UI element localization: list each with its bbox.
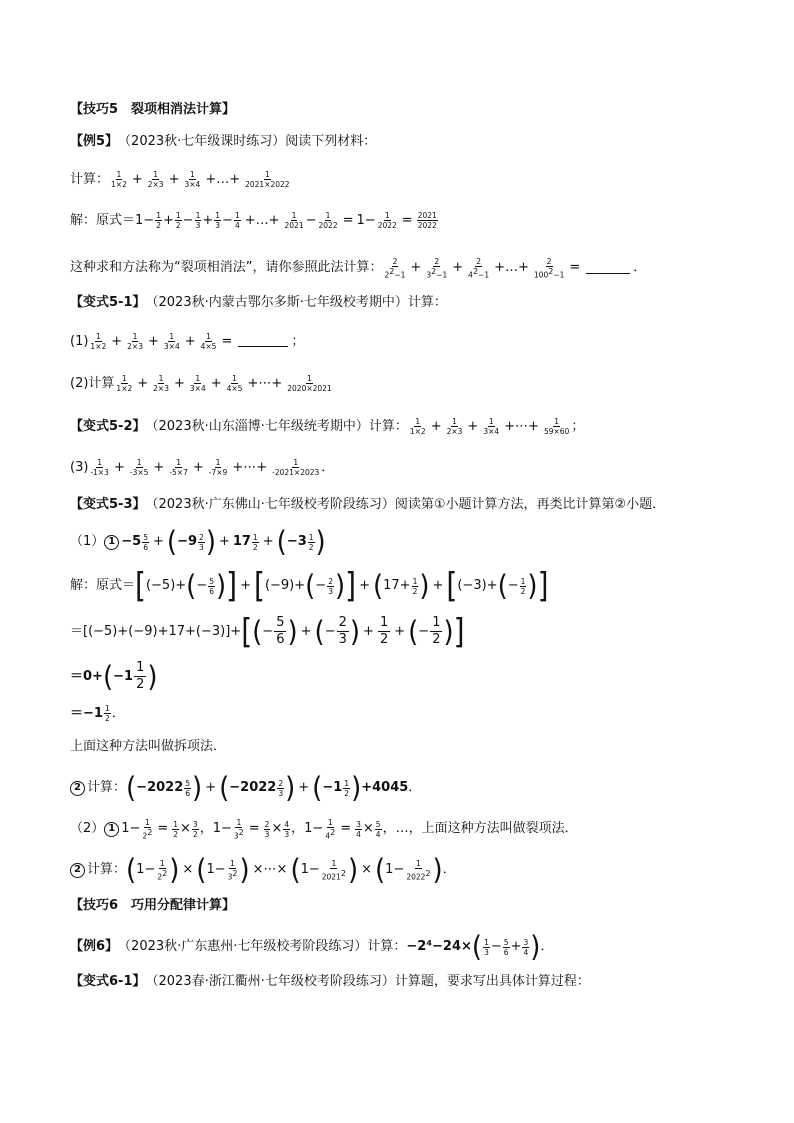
example-6-source: （2023秋·广东惠州·七年级校考阶段练习）计算： xyxy=(118,939,407,954)
calc2-prefix: 计算： xyxy=(87,780,127,795)
example-6-label: 【例6】 xyxy=(70,939,119,954)
variant-5-3-label: 【变式5-3】 xyxy=(70,497,146,512)
example-5-task: 这种求和方法称为“裂项相消法”，请你参照此法计算： $\frac{2}{2^2-1}$ + $\frac{2}{3^2-1}$ + $\frac{2}{4^2-1}$ +…+ $\frac{2}{100^2-1}$ = ． xyxy=(70,257,647,280)
answer-blank[interactable] xyxy=(586,263,630,274)
variant-5-1-q2: (2)计算 $\frac{1}{1\times 2}$ + $\frac{1}{2\times 3}$ + $\frac{1}{3\times 4}$ + $\frac{1}{4\times 5}$ +⋯+ $\frac{1}{2020\times 2021}$ xyxy=(70,374,332,393)
example-5-header xyxy=(70,134,376,150)
variant-5-3-sol-line3: ＝0+ ( −1 1 2 ) xyxy=(70,660,158,693)
section-heading-5: 【技巧5 裂项相消法计算】 xyxy=(70,102,236,117)
example-5-calc: 计算： $\frac{1}{1\times 2}$ + $\frac{1}{2\times 3}$ + $\frac{1}{3\times 4}$ +…+ $\frac{1}{2021\times 2022}$ xyxy=(70,170,290,189)
variant-6-1-label: 【变式6-1】 xyxy=(70,974,146,989)
variant-5-3-sol-line2: ＝[(−5)+(−9)+17+(−3)]+ [ ( − $\frac{5}{6}$ ) + ( − $\frac{2}{3}$ ) + $\frac{1}{2}$ + ( − $\frac{1}{2}$ ) ] xyxy=(70,611,465,651)
variant-5-3-header xyxy=(70,497,665,513)
example-5-solution-prefix: 解：原式＝ xyxy=(70,212,136,228)
q2-last-denom: 2020×2021 xyxy=(287,384,332,393)
variant-6-1-source: （2023春·浙江衢州·七年级校考阶段练习）计算题，要求写出具体计算过程： xyxy=(145,974,590,989)
variant-5-3-part2: （2） 1 1− $\frac{1}{2^2}$ = $\frac{1}{2}$ × $\frac{3}{2}$ ， 1− $\frac{1}{3^2}$ = $\frac{2}{3}$ × $\frac{4}{3}$ ， 1− $\frac{1}{4^2}$ = $\frac{3}{4}$ × $\frac{5}{4}$ ，…，上面这种方法叫做裂项法． xyxy=(70,818,578,841)
variant-5-3-part1: （1） 1 −5 $\frac{5}{6}$ + ( −9 $\frac{2}{3}$ ) + 17 $\frac{1}{2}$ + ( −3 $\frac{1}{2}$ ) xyxy=(70,525,326,559)
variant-5-1-q1: (1) $\frac{1}{1\times 2}$ + $\frac{1}{2\times 3}$ + $\frac{1}{3\times 4}$ + $\frac{1}{4\times 5}$ = ； xyxy=(70,332,305,351)
variant-5-3-calc3: 2 计算： ( 1− $\frac{1}{2^2}$ ) × ( 1− $\frac{1}{3^2}$ ) ×⋯× ( 1− $\frac{1}{2021^2}$ ) × ( 1− $\frac{1}{2022^2}$ ) ． xyxy=(70,858,456,882)
example-6-expr-lead: −2⁴−24× xyxy=(406,939,472,954)
calc3-prefix: 计算： xyxy=(87,862,127,877)
q2-prefix: (2)计算 xyxy=(70,375,115,391)
circled-2-icon: 2 xyxy=(70,781,85,796)
example-5-last-denom: 2021×2022 xyxy=(245,180,290,189)
variant-5-2-header: 【变式5-2】 （2023秋·山东淄博·七年级统考期中）计算： $\frac{1}{1\times 2}$ + $\frac{1}{2\times 3}$ + $\frac{1}{3\times 4}$ +⋯+ $\frac{1}{59\times 60}$ ； xyxy=(70,417,585,436)
circled-1b-icon: 1 xyxy=(104,822,119,837)
q1-prefix: (1) xyxy=(70,333,89,349)
variant-5-1-header xyxy=(70,295,447,311)
example-5-task-text: 这种求和方法称为“裂项相消法”，请你参照此法计算： xyxy=(70,260,383,276)
variant-5-2-source: （2023秋·山东淄博·七年级统考期中）计算： xyxy=(145,418,408,434)
variant-5-2-last-denom: 59×60 xyxy=(543,427,570,436)
example-6: 【例6】 （2023秋·广东惠州·七年级校考阶段练习）计算： −2⁴−24× ( $\frac{1}{3}$ − $\frac{5}{6}$ + $\frac{3}{4}$ ) ． xyxy=(70,930,554,964)
part2-suffix: ，…，上面这种方法叫做裂项法． xyxy=(382,821,578,837)
variant-5-3-sol-line4: ＝−1 $\frac{1}{2}$ ． xyxy=(70,704,125,723)
sol-prefix: 解：原式＝ xyxy=(70,578,136,593)
variant-5-2-label: 【变式5-2】 xyxy=(70,418,146,434)
example-5-label: 【例5】 xyxy=(70,134,119,149)
circled-2b-icon: 2 xyxy=(70,863,85,878)
variant-5-3-source: （2023秋·广东佛山·七年级校考阶段练习）阅读第①小题计算方法，再类比计算第②小题． xyxy=(145,497,666,512)
section-heading-6: 【技巧6 巧用分配律计算】 xyxy=(70,898,236,913)
variant-5-3-calc2: 2 计算： ( −2022 $\frac{5}{6}$ ) + ( −2022 $\frac{2}{3}$ ) + ( −1 $\frac{1}{2}$ ) +4045 ． xyxy=(70,776,421,800)
variant-5-2-q3: (3) $\frac{1}{-1\times 3}$ + $\frac{1}{-3\times 5}$ + $\frac{1}{-5\times 7}$ + $\frac{1}{-7\times 9}$ +⋯+ $\frac{1}{-2021\times 2023}$ ． xyxy=(70,458,335,477)
solution-result-denominator: 2022 xyxy=(417,221,437,230)
part2-prefix: （2） xyxy=(70,821,105,837)
variant-6-1-header xyxy=(70,974,590,990)
example-5-calc-prefix: 计算： xyxy=(70,171,110,187)
example-5-solution: 解：原式＝ 1− $\frac{1}{2}$ + $\frac{1}{2}$ − $\frac{1}{3}$ + $\frac{1}{3}$ − $\frac{1}{4}$ +…+ $\frac{1}{2021}$ − $\frac{1}{2022}$ = 1− $\frac{1}{2022}$ = $\frac{2021}{2022}$ xyxy=(70,211,437,230)
part1-prefix: （1） xyxy=(70,534,105,549)
solution-result-numerator: 2021 xyxy=(417,211,437,220)
variant-5-1-source: （2023秋·内蒙古鄂尔多斯·七年级校考期中）计算： xyxy=(145,295,447,310)
example-5-source: （2023秋·七年级课时练习）阅读下列材料： xyxy=(118,134,377,149)
q1-answer-blank[interactable] xyxy=(238,336,288,347)
variant-5-3-sol-line1: 解：原式＝ [ (−5)+ ( − $\frac{5}{6}$ ) ] + [ (−9)+ ( − $\frac{2}{3}$ ) ] + ( 17+ $\frac{1}{2}$ ) + [ (−3)+ ( − $\frac{1}{2}$ ) ] xyxy=(70,565,549,606)
q3-last-denom: -2021×2023 xyxy=(272,468,320,477)
variant-5-1-label: 【变式5-1】 xyxy=(70,295,146,310)
q3-prefix: (3) xyxy=(70,459,89,475)
circled-1-icon: 1 xyxy=(104,535,119,550)
method-text: 上面这种方法叫做拆项法． xyxy=(70,739,227,754)
